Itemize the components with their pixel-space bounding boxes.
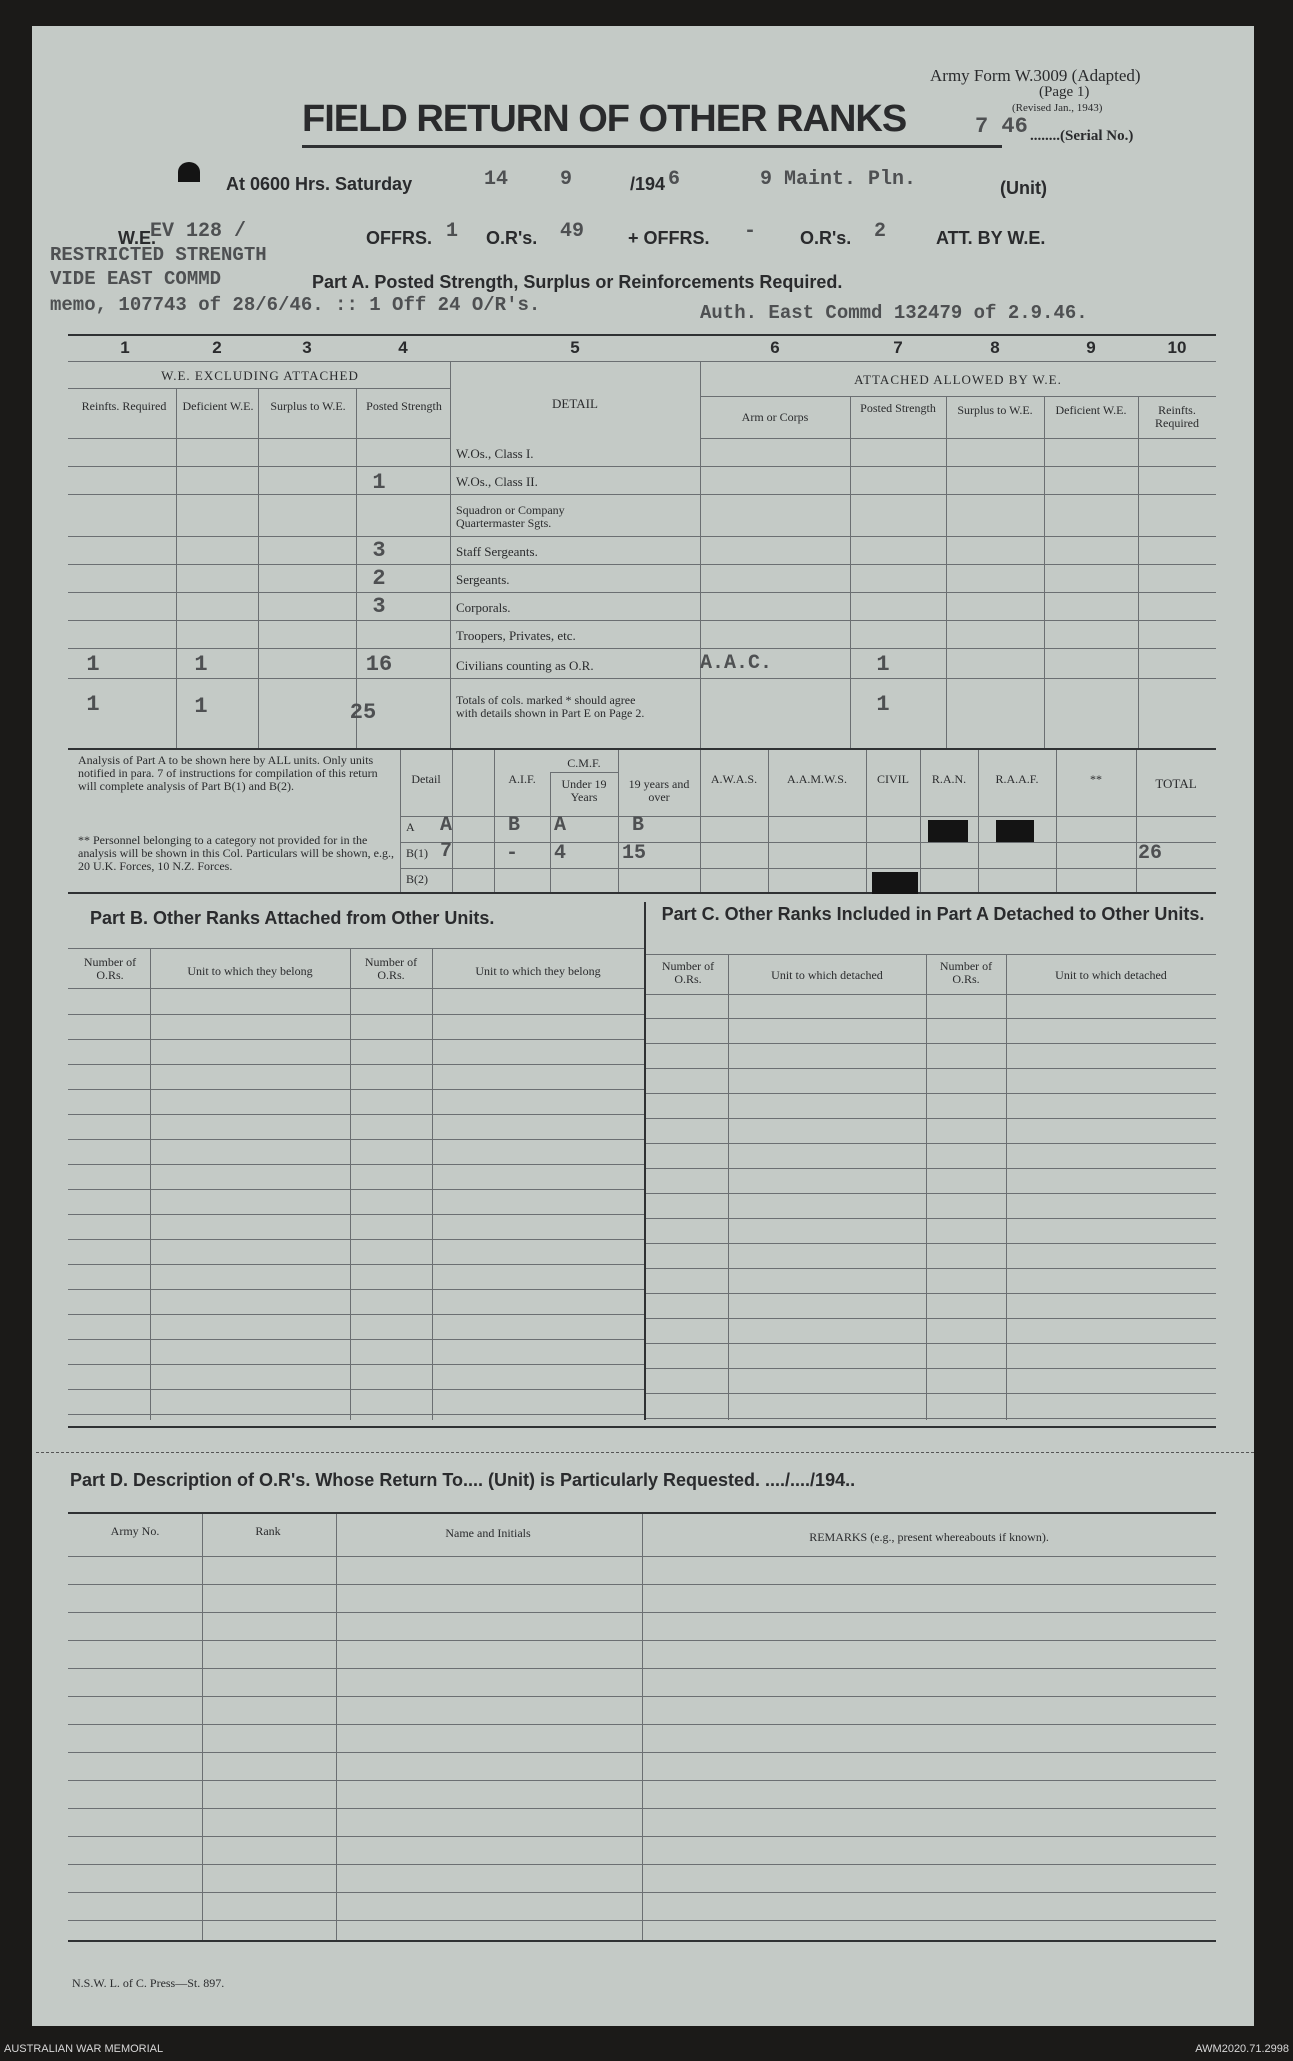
- ruled-line: [646, 1418, 1216, 1419]
- ink-blot: [178, 162, 200, 182]
- part-c-col-unit-1: Unit to which detached: [771, 968, 883, 982]
- form-sheet: [32, 26, 1254, 2026]
- ruled-line: [68, 1584, 1216, 1585]
- ruled-line: [646, 1218, 1216, 1219]
- col-number-3: 3: [302, 338, 312, 357]
- ruled-line: [68, 1836, 1216, 1837]
- year-suffix: 6: [668, 168, 681, 191]
- ruled-line: [68, 1612, 1216, 1613]
- plus-offrs-label: + OFFRS.: [628, 228, 710, 248]
- analysis-bottom-rule: [68, 892, 1216, 894]
- archive-caption-left: AUSTRALIAN WAR MEMORIAL: [4, 2043, 164, 2055]
- analysis-vline: [400, 750, 401, 892]
- col-att-posted-strength: Posted Strength: [860, 401, 936, 415]
- ruled-line: [646, 1318, 1216, 1319]
- ruled-line: [646, 1368, 1216, 1369]
- part-c-col-number-1: Number of O.Rs.: [661, 959, 715, 986]
- row-rule: [68, 536, 1216, 537]
- col-number-8: 8: [990, 338, 1000, 357]
- total-reinf: 1: [86, 692, 100, 717]
- ruled-line: [68, 1064, 644, 1065]
- ruled-line: [646, 1043, 1216, 1044]
- serial-label: ........(Serial No.): [1030, 128, 1134, 144]
- analysis-detail-header: Detail: [411, 772, 441, 786]
- row-rule: [68, 564, 1216, 565]
- serial-value: 7 46: [975, 114, 1028, 139]
- part-b-vline: [432, 948, 433, 1420]
- analysis-under19-header: Under 19 Years: [561, 777, 607, 804]
- analysis-note-1: Analysis of Part A to be shown here by ALL units. Only units notified in para. 7 of instructions for compilation of this return will complete analysis of Part B(1) and B(2).: [78, 753, 378, 793]
- ruled-line: [68, 1414, 644, 1415]
- col-number-5: 5: [570, 338, 580, 357]
- ruled-line: [68, 1164, 644, 1165]
- analysis-row-rule: [400, 842, 1216, 843]
- part-b-sub-rule: [68, 988, 644, 989]
- detail-corporals: Corporals.: [456, 600, 511, 615]
- plus-offrs-value: -: [744, 220, 757, 243]
- part-b-vline: [350, 948, 351, 1420]
- ruled-line: [68, 1264, 644, 1265]
- form-revised: (Revised Jan., 1943): [1012, 102, 1103, 114]
- col-posted-strength: Posted Strength: [366, 399, 442, 413]
- part-d-vline: [642, 1514, 643, 1940]
- we-label: W.E.: [118, 228, 157, 248]
- ruled-line: [68, 1339, 644, 1340]
- arm-civilians: A.A.C.: [700, 652, 773, 675]
- analysis-b1-over19: 15: [622, 842, 647, 865]
- analysis-total-header: TOTAL: [1155, 776, 1197, 791]
- analysis-note-2: ** Personnel belonging to a category not provided for in the analysis will be shown in this Col. Particulars will be shown, e.g., 20 U.K. Forces, 10 N.Z. Forces.: [78, 833, 394, 873]
- we-group-rule: [68, 388, 450, 389]
- ruled-line: [68, 1014, 644, 1015]
- part-a-title: Part A. Posted Strength, Surplus or Reinforcements Required.: [312, 272, 843, 292]
- part-d-col-remarks: REMARKS (e.g., present whereabouts if known).: [809, 1530, 1049, 1544]
- ruled-line: [68, 1089, 644, 1090]
- unit-value: 9 Maint. Pln.: [760, 168, 917, 191]
- ruled-line: [646, 1168, 1216, 1169]
- total-deficient: 1: [194, 694, 208, 719]
- analysis-vline: [618, 750, 619, 892]
- title-underline: [302, 145, 1002, 148]
- col-deficient-we: Deficient W.E.: [182, 399, 254, 413]
- analysis-b1-total: 26: [1138, 842, 1163, 865]
- redaction-block: [872, 872, 918, 894]
- date-month: 9: [560, 168, 573, 191]
- ors-label: O.R's.: [486, 228, 538, 248]
- ruled-line: [68, 1864, 1216, 1865]
- stamp-line-3: memo, 107743 of 28/6/46. :: 1 Off 24 O/R's.: [50, 294, 541, 316]
- analysis-row-rule: [400, 816, 1216, 817]
- perforation-line: [36, 1452, 1254, 1454]
- stamp-line-4: Auth. East Commd 132479 of 2.9.46.: [700, 302, 1088, 324]
- analysis-cmf-header: C.M.F.: [567, 756, 601, 770]
- analysis-row-b1-label: B(1): [406, 846, 428, 860]
- form-page: (Page 1): [1039, 84, 1090, 100]
- ruled-line: [646, 1193, 1216, 1194]
- posted-sergeants: 2: [372, 566, 386, 591]
- analysis-vline: [452, 750, 453, 892]
- analysis-raaf-header: R.A.A.F.: [995, 772, 1039, 786]
- reinf-civilians: 1: [86, 652, 100, 677]
- analysis-ran-header: R.A.N.: [931, 772, 967, 786]
- col-att-surplus: Surplus to W.E.: [957, 403, 1033, 417]
- analysis-b1-aif: 7: [440, 840, 453, 863]
- part-c-vline: [1006, 954, 1007, 1420]
- archive-caption-right: AWM2020.71.2998: [1195, 2043, 1289, 2055]
- detail-wo-class-1: W.Os., Class I.: [456, 446, 534, 461]
- detail-staff-sergeants: Staff Sergeants.: [456, 544, 538, 559]
- part-d-vline: [202, 1514, 203, 1940]
- part-a-vline: [1138, 396, 1139, 748]
- col-number-9: 9: [1086, 338, 1096, 357]
- detail-wo-class-2: W.Os., Class II.: [456, 474, 538, 489]
- analysis-aamws-header: A.A.M.W.S.: [787, 772, 847, 786]
- ruled-line: [646, 1118, 1216, 1119]
- ruled-line: [68, 1389, 644, 1390]
- offrs-label: OFFRS.: [366, 228, 432, 248]
- plus-ors-label: O.R's.: [800, 228, 852, 248]
- att-posted-civilians: 1: [876, 652, 890, 677]
- posted-civilians: 16: [365, 652, 393, 677]
- part-a-vline: [176, 388, 177, 748]
- ruled-line: [646, 1343, 1216, 1344]
- stamp-line-1: RESTRICTED STRENGTH: [50, 244, 267, 266]
- row-rule: [68, 648, 1216, 649]
- ruled-line: [646, 1143, 1216, 1144]
- part-a-numbers-rule: [68, 361, 1216, 362]
- header-bottom-rule-left: [68, 438, 450, 439]
- part-b-col-number-2: Number of O.Rs.: [364, 955, 418, 982]
- part-d-col-rank: Rank: [255, 1524, 281, 1538]
- part-bc-bottom-rule: [68, 1426, 1216, 1428]
- date-day: 14: [484, 168, 509, 191]
- total-posted: 25: [349, 700, 377, 725]
- part-d-col-name: Name and Initials: [445, 1526, 531, 1540]
- year-prefix: /194: [630, 174, 666, 194]
- col-number-4: 4: [398, 338, 408, 357]
- redaction-block: [996, 820, 1034, 842]
- row-rule: [68, 678, 1216, 679]
- ruled-line: [646, 1268, 1216, 1269]
- part-d-header-rule: [68, 1556, 1216, 1557]
- part-c-title: Part C. Other Ranks Included in Part A Detached to Other Units.: [661, 904, 1205, 924]
- posted-staff-sgts: 3: [372, 538, 386, 563]
- part-a-vline: [946, 396, 947, 748]
- part-a-vline: [1044, 396, 1045, 748]
- col-att-reinfts: Reinfts. Required: [1155, 403, 1199, 430]
- ruled-line: [68, 1364, 644, 1365]
- part-a-bottom-rule: [68, 748, 1216, 750]
- analysis-a-under19: B: [508, 814, 521, 837]
- part-d-bottom-rule: [68, 1940, 1216, 1942]
- analysis-over19-header: 19 years and over: [628, 777, 690, 804]
- part-c-col-number-2: Number of O.Rs.: [939, 959, 993, 986]
- analysis-a-aif: A: [440, 814, 453, 837]
- part-a-vline: [850, 396, 851, 748]
- ruled-line: [68, 1668, 1216, 1669]
- analysis-row-a-label: A: [406, 820, 415, 834]
- at-time-label: At 0600 Hrs. Saturday: [226, 174, 413, 194]
- ruled-line: [646, 1293, 1216, 1294]
- col-detail: DETAIL: [552, 396, 598, 411]
- part-c-col-unit-2: Unit to which detached: [1055, 968, 1167, 982]
- col-arm-corps: Arm or Corps: [741, 410, 809, 424]
- offrs-value: 1: [446, 220, 459, 243]
- row-rule: [68, 620, 1216, 621]
- part-d-col-army-no: Army No.: [110, 1524, 160, 1538]
- posted-wo2: 1: [372, 470, 386, 495]
- part-b-header-rule: [68, 948, 644, 949]
- part-a-vline: [258, 388, 259, 748]
- col-number-6: 6: [770, 338, 780, 357]
- col-att-deficient: Deficient W.E.: [1055, 403, 1127, 417]
- part-b-col-unit-1: Unit to which they belong: [187, 964, 313, 978]
- plus-ors-value: 2: [874, 220, 887, 243]
- ruled-line: [68, 1780, 1216, 1781]
- analysis-b1-c1: 4: [554, 842, 567, 865]
- ruled-line: [68, 1808, 1216, 1809]
- ruled-line: [68, 1039, 644, 1040]
- analysis-row-b2-label: B(2): [406, 872, 428, 886]
- redaction-block: [928, 820, 968, 842]
- part-b-vline: [150, 948, 151, 1420]
- part-a-top-rule: [68, 334, 1216, 336]
- att-group-header: ATTACHED ALLOWED BY W.E.: [854, 372, 1062, 387]
- analysis-vline: [1136, 750, 1137, 892]
- ruled-line: [68, 1289, 644, 1290]
- ruled-line: [68, 1920, 1216, 1921]
- col-number-10: 10: [1167, 338, 1187, 357]
- analysis-civil-header: CIVIL: [877, 772, 909, 786]
- ruled-line: [68, 1640, 1216, 1641]
- col-number-2: 2: [212, 338, 222, 357]
- ruled-line: [68, 1214, 644, 1215]
- part-b-title: Part B. Other Ranks Attached from Other Units.: [90, 908, 495, 928]
- stamp-line-2: VIDE EAST COMMD: [50, 268, 222, 290]
- col-reinfts-required: Reinfts. Required: [81, 399, 167, 413]
- part-b-col-number-1: Number of O.Rs.: [83, 955, 137, 982]
- part-d-title: Part D. Description of O.R's. Whose Return To.... (Unit) is Particularly Requested. ..../..../194..: [70, 1470, 856, 1490]
- ruled-line: [646, 1018, 1216, 1019]
- we-value: EV 128 /: [150, 220, 247, 243]
- ruled-line: [68, 1114, 644, 1115]
- printer-imprint: N.S.W. L. of C. Press—St. 897.: [72, 1976, 225, 1990]
- analysis-other-header: **: [1090, 772, 1102, 786]
- totals-note: Totals of cols. marked * should agree with details shown in Part E on Page 2.: [456, 693, 645, 720]
- ruled-line: [68, 1696, 1216, 1697]
- analysis-a-c1: A: [554, 814, 567, 837]
- analysis-aif-header: A.I.F.: [508, 772, 536, 786]
- ruled-line: [646, 1393, 1216, 1394]
- part-b-col-unit-2: Unit to which they belong: [475, 964, 601, 978]
- part-a-vline: [700, 361, 701, 748]
- row-rule: [68, 494, 1216, 495]
- col-number-1: 1: [120, 338, 130, 357]
- ruled-line: [68, 1189, 644, 1190]
- detail-civilians: Civilians counting as O.R.: [456, 658, 594, 673]
- analysis-a-over19: B: [632, 814, 645, 837]
- analysis-b1-under19: -: [506, 842, 519, 865]
- deficient-civilians: 1: [194, 652, 208, 677]
- ruled-line: [646, 1093, 1216, 1094]
- col-surplus-we: Surplus to W.E.: [270, 399, 346, 413]
- part-c-header-rule: [646, 954, 1216, 955]
- ruled-line: [68, 1239, 644, 1240]
- ruled-line: [68, 1139, 644, 1140]
- part-c-vline: [728, 954, 729, 1420]
- ruled-line: [68, 1892, 1216, 1893]
- part-d-vline: [336, 1514, 337, 1940]
- detail-troopers: Troopers, Privates, etc.: [456, 628, 576, 643]
- row-rule: [68, 466, 1216, 467]
- cmf-rule: [550, 772, 618, 773]
- detail-qm-sgts: Squadron or Company Quartermaster Sgts.: [456, 503, 565, 530]
- col-number-7: 7: [893, 338, 903, 357]
- ors-value: 49: [560, 220, 585, 243]
- form-number: Army Form W.3009 (Adapted): [930, 66, 1141, 85]
- analysis-awas-header: A.W.A.S.: [710, 772, 758, 786]
- page-title: FIELD RETURN OF OTHER RANKS: [302, 98, 907, 140]
- detail-sergeants: Sergeants.: [456, 572, 510, 587]
- ruled-line: [646, 1068, 1216, 1069]
- analysis-row-rule: [400, 868, 1216, 869]
- unit-label: (Unit): [1000, 178, 1047, 198]
- posted-corporals: 3: [372, 594, 386, 619]
- part-c-sub-rule: [646, 994, 1216, 995]
- total-att-posted: 1: [876, 692, 890, 717]
- ruled-line: [68, 1752, 1216, 1753]
- part-a-vline: [450, 361, 451, 748]
- ruled-line: [68, 1314, 644, 1315]
- we-group-header: W.E. EXCLUDING ATTACHED: [161, 368, 359, 383]
- att-label: ATT. BY W.E.: [936, 228, 1046, 248]
- part-c-vline: [926, 954, 927, 1420]
- ruled-line: [68, 1724, 1216, 1725]
- ruled-line: [646, 1243, 1216, 1244]
- row-rule: [68, 592, 1216, 593]
